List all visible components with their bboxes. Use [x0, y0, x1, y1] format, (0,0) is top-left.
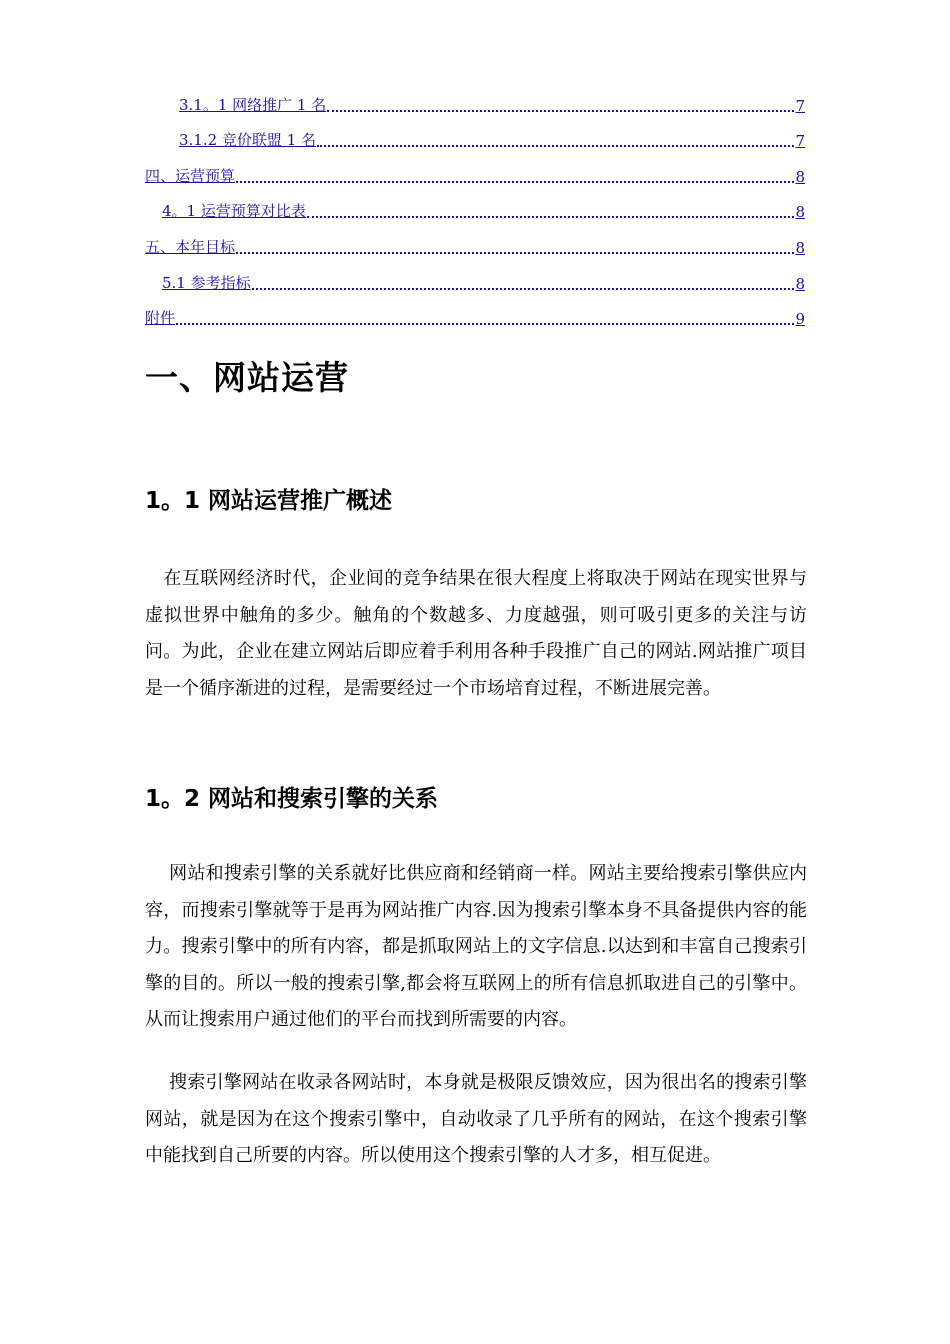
- toc-entry[interactable]: [145, 153, 805, 189]
- toc-leader: [236, 252, 794, 254]
- toc-entry-title: 五、本年目标: [145, 237, 236, 256]
- toc-entry-page: 7: [795, 96, 805, 115]
- body-paragraph: 在互联网经济时代，企业间的竞争结果在很大程度上将取决于网站在现实世界与虚拟世界中触角的多少。触角的个数越多、力度越强，则可吸引更多的关注与访问。为此，企业在建立网站后即应着手利用各种手段推广自己的网站.网站推广项目是一个循序渐进的过程，是需要经过一个市场培育过程，不断进展完善。: [145, 568, 807, 699]
- chapter-title: 一、网站运营: [145, 358, 349, 397]
- toc-entry[interactable]: [145, 260, 805, 296]
- toc-entry-page: 8: [795, 238, 805, 257]
- toc-entry[interactable]: [145, 82, 805, 118]
- toc-leader: [327, 110, 794, 112]
- toc-entry[interactable]: [145, 224, 805, 260]
- toc-entry-title: 附件: [145, 309, 176, 328]
- toc-leader: [252, 288, 795, 290]
- toc-entry[interactable]: [145, 118, 805, 154]
- toc-entry-page: 8: [795, 203, 805, 222]
- body-paragraph: 搜索引擎网站在收录各网站时，本身就是极限反馈效应，因为很出名的搜索引擎网站，就是因为在这个搜索引擎中，自动收录了几乎所有的网站，在这个搜索引擎中能找到自己所要的内容。所以使用这个搜索引擎的人才多，相互促进。: [145, 1072, 807, 1166]
- toc-leader: [317, 145, 794, 147]
- body-paragraph: 网站和搜索引擎的关系就好比供应商和经销商一样。网站主要给搜索引擎供应内容，而搜索引擎就等于是再为网站推广内容.因为搜索引擎本身不具备提供内容的能力。搜索引擎中的所有内容，都是抓取网站上的文字信息.以达到和丰富自己搜索引擎的目的。所以一般的搜索引擎,都会将互联网上的所有信息抓取进自己的引擎中。从而让搜索用户通过他们的平台而找到所需要的内容。: [145, 863, 807, 1030]
- section-heading: 1。2 网站和搜索引擎的关系: [145, 786, 439, 812]
- toc-entry-page: 9: [795, 310, 805, 329]
- toc-leader: [307, 216, 795, 218]
- toc-leader: [176, 323, 794, 325]
- toc-entry[interactable]: [145, 189, 805, 225]
- toc-entry-title: 5.1 参考指标: [162, 273, 251, 292]
- toc-entry-title: 四、运营预算: [145, 166, 236, 185]
- toc-entry-page: 8: [795, 274, 805, 293]
- table-of-contents: [145, 82, 805, 331]
- toc-entry-page: 8: [795, 167, 805, 186]
- toc-entry[interactable]: [145, 296, 805, 332]
- toc-entry-title: 4。1 运营预算对比表: [162, 202, 306, 221]
- section-heading: 1。1 网站运营推广概述: [145, 488, 393, 514]
- toc-entry-title: 3.1.2 竞价联盟 1 名: [179, 131, 317, 150]
- toc-entry-title: 3.1。1 网络推广 1 名: [179, 95, 327, 114]
- toc-entry-page: 7: [795, 132, 805, 151]
- toc-leader: [236, 181, 794, 183]
